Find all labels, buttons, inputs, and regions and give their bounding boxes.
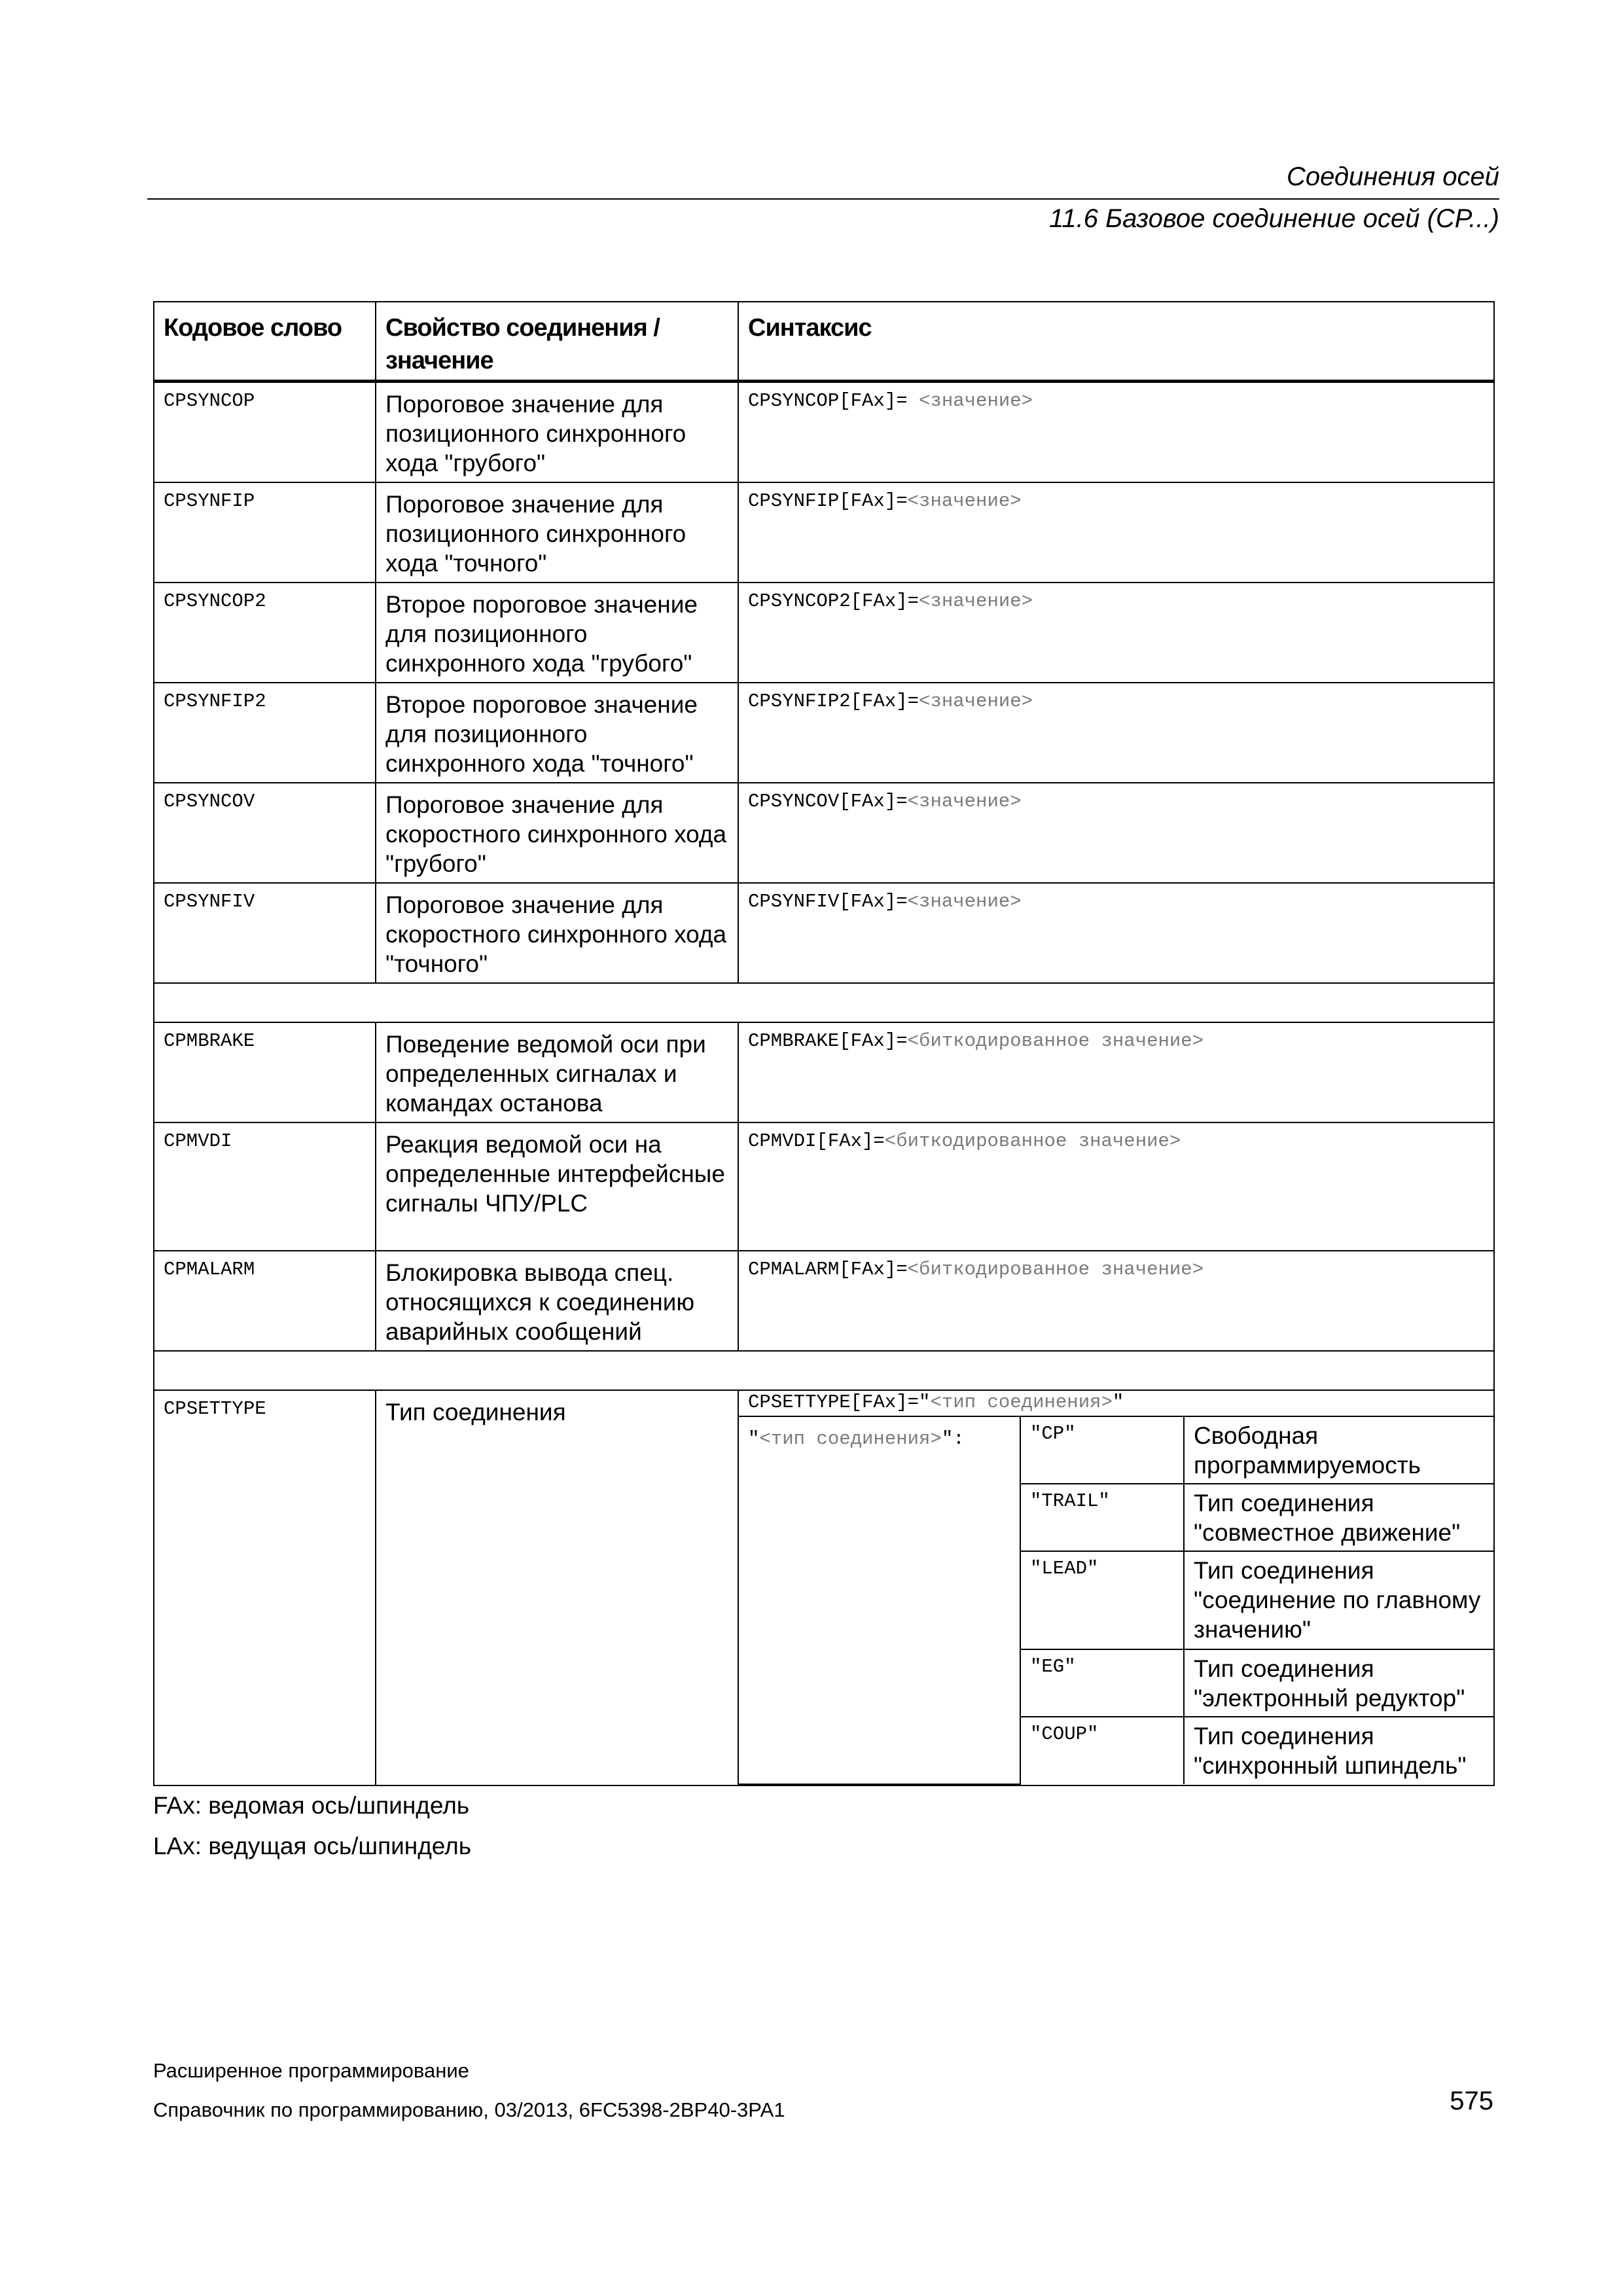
keyword-cell: CPSYNCOV xyxy=(164,791,255,812)
footer-subtitle: Справочник по программированию, 03/2013, 6FC5398-2BP40-3PA1 xyxy=(153,2098,785,2121)
table-header-row xyxy=(154,302,1494,382)
syntax-prefix: CPSETTYPE[FAx]=" xyxy=(748,1391,931,1413)
syntax-cell xyxy=(739,1123,1493,1155)
coupling-type-description: Тип соединения "синхронный шпиндель" xyxy=(1194,1723,1467,1779)
table-row xyxy=(154,783,1494,883)
coupling-type-description: Тип соединения "совместное движение" xyxy=(1194,1490,1461,1546)
table-row xyxy=(154,1022,1494,1122)
coupling-type-value: "CP" xyxy=(1030,1423,1076,1444)
syntax-prefix: CPMVDI[FAx]= xyxy=(748,1130,885,1152)
syntax-prefix: CPMBRAKE[FAx]= xyxy=(748,1030,908,1052)
table-row xyxy=(154,1251,1494,1351)
syntax-value: <значение> xyxy=(907,891,1022,912)
property-cell: Блокировка вывода спец. относящихся к соединению аварийных сообщений xyxy=(385,1259,695,1345)
column-header-syntax: Синтаксис xyxy=(738,302,1494,382)
section-title: 11.6 Базовое соединение осей (CP...) xyxy=(1049,204,1499,233)
table-row xyxy=(154,1390,1494,1785)
coupling-type-value: "LEAD" xyxy=(1030,1558,1099,1579)
table-row xyxy=(154,883,1494,983)
syntax-prefix: CPSYNFIV[FAx]= xyxy=(748,891,908,912)
label-close: ": xyxy=(941,1428,965,1450)
property-cell: Поведение ведомой оси при определенных сигналах и командах останова xyxy=(385,1031,706,1117)
keyword-cell: CPMALARM xyxy=(164,1259,255,1280)
table-row xyxy=(154,1122,1494,1251)
property-cell: Пороговое значение для скоростного синхронного хода "точного" xyxy=(385,891,727,977)
syntax-value: <тип соединения> xyxy=(930,1391,1113,1413)
keyword-cell: CPMBRAKE xyxy=(164,1030,255,1052)
page-number: 575 xyxy=(1450,2087,1493,2115)
keyword-cell: CPSYNFIP xyxy=(164,490,255,512)
separator-row xyxy=(154,1351,1494,1390)
property-cell: Пороговое значение для позиционного синхронного хода "грубого" xyxy=(385,391,687,476)
coupling-type-description: Свободная программируемость xyxy=(1194,1422,1421,1479)
syntax-prefix: CPSYNCOV[FAx]= xyxy=(748,791,908,812)
syntax-cell xyxy=(739,884,1493,915)
syntax-value: <значение> xyxy=(919,390,1033,412)
syntax-value: <биткодированное значение> xyxy=(907,1030,1204,1052)
syntax-cell xyxy=(739,1391,1493,1416)
syntax-cell xyxy=(739,583,1493,615)
coupling-type-value: "EG" xyxy=(1030,1656,1076,1677)
table-row xyxy=(154,382,1494,483)
header-rule xyxy=(147,198,1499,200)
syntax-value: <значение> xyxy=(907,791,1022,812)
coupling-type-table xyxy=(739,1391,1493,1785)
property-cell: Второе пороговое значение для позиционного синхронного хода "точного" xyxy=(385,691,698,777)
keyword-cell: CPSYNFIP2 xyxy=(164,691,266,712)
table-row xyxy=(154,482,1494,583)
keyword-cell: CPSYNCOP2 xyxy=(164,590,266,612)
syntax-value: <биткодированное значение> xyxy=(884,1130,1181,1152)
table-row xyxy=(154,583,1494,683)
keyword-cell: CPMVDI xyxy=(164,1130,232,1152)
keyword-cell: CPSETTYPE xyxy=(164,1398,266,1420)
syntax-prefix: CPSYNCOP[FAx]= xyxy=(748,390,919,412)
syntax-cell xyxy=(739,483,1493,514)
column-header-keyword: Кодовое слово xyxy=(154,302,376,382)
syntax-prefix: CPMALARM[FAx]= xyxy=(748,1259,908,1280)
syntax-value: <биткодированное значение> xyxy=(907,1259,1204,1280)
column-header-property: Свойство соединения / значение xyxy=(376,302,738,382)
separator-row xyxy=(154,983,1494,1022)
syntax-prefix: CPSYNCOP2[FAx]= xyxy=(748,590,919,612)
syntax-suffix: " xyxy=(1112,1391,1124,1413)
keyword-table xyxy=(153,301,1495,1786)
footnote-fax: FAx: ведомая ось/шпиндель xyxy=(153,1792,470,1819)
coupling-type-value: "TRAIL" xyxy=(1030,1490,1110,1512)
coupling-type-label xyxy=(739,1417,1020,1452)
syntax-value: <значение> xyxy=(919,691,1033,712)
syntax-value: <значение> xyxy=(919,590,1033,612)
keyword-cell: CPSYNCOP xyxy=(164,390,255,412)
coupling-type-description: Тип соединения "соединение по главному значению" xyxy=(1194,1557,1481,1643)
property-cell: Тип соединения xyxy=(385,1399,566,1426)
syntax-cell xyxy=(739,383,1493,414)
label-open: " xyxy=(748,1428,760,1450)
footnote-lax: LAx: ведущая ось/шпиндель xyxy=(153,1833,472,1859)
keyword-cell: CPSYNFIV xyxy=(164,891,255,912)
property-cell: Пороговое значение для скоростного синхронного хода "грубого" xyxy=(385,791,727,877)
property-cell: Реакция ведомой оси на определенные интерфейсные сигналы ЧПУ/PLC xyxy=(385,1131,725,1217)
syntax-cell xyxy=(739,1251,1493,1283)
coupling-type-description: Тип соединения "электронный редуктор" xyxy=(1194,1655,1465,1712)
table-row xyxy=(154,683,1494,783)
syntax-value: <значение> xyxy=(907,490,1022,512)
syntax-cell xyxy=(739,1023,1493,1054)
syntax-cell xyxy=(739,783,1493,815)
label-value: <тип соединения> xyxy=(759,1428,942,1450)
property-cell: Пороговое значение для позиционного синхронного хода "точного" xyxy=(385,491,687,577)
syntax-prefix: CPSYNFIP2[FAx]= xyxy=(748,691,919,712)
syntax-cell xyxy=(739,683,1493,715)
coupling-type-value: "COUP" xyxy=(1030,1723,1099,1745)
chapter-title: Соединения осей xyxy=(1286,162,1499,191)
syntax-prefix: CPSYNFIP[FAx]= xyxy=(748,490,908,512)
property-cell: Второе пороговое значение для позиционного синхронного хода "грубого" xyxy=(385,591,698,677)
footer-title: Расширенное программирование xyxy=(153,2059,469,2082)
